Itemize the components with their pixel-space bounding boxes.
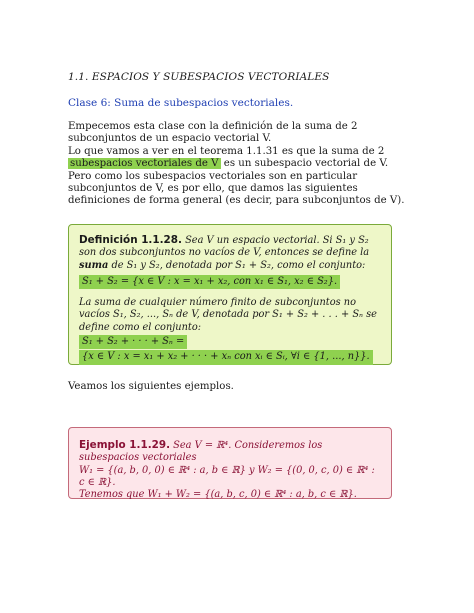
definition-formula-2b: {x ∈ V : x = x₁ + x₂ + · · · + xₙ con xᵢ ∈ Sᵢ, ∀i ∈ {1, ..., n}}. xyxy=(79,350,373,364)
example-box xyxy=(68,427,392,499)
definition-text xyxy=(79,234,381,272)
example-line-3: Tenemos que W₁ + W₂ = {(a, b, c, 0) ∈ ℝ⁴ : a, b, c ∈ ℝ}. xyxy=(79,489,357,501)
example-text-1: Sea V = ℝ⁴. Consideremos los subespacios vectoriales xyxy=(79,440,323,464)
definition-box xyxy=(68,224,392,365)
definition-formula-2a: S₁ + S₂ + · · · + Sₙ = xyxy=(79,335,187,349)
example-text xyxy=(79,439,381,465)
intro-line-2 xyxy=(68,146,408,208)
definition-text-1: Sea V un espacio vectorial. Si S₁ y S₂ son dos subconjuntos no vacíos de V, entonces se define la xyxy=(79,235,370,259)
definition-formula-1: S₁ + S₂ = {x ∈ V : x = x₁ + x₂, con x₁ ∈ S₁, x₂ ∈ S₂}. xyxy=(79,275,340,289)
definition-bold-word: suma xyxy=(79,259,109,271)
intro-line-2a: Lo que vamos a ver en el teorema 1.1.31 es que la suma de 2 xyxy=(68,145,385,157)
class-title: Clase 6: Suma de subespacios vectoriales. xyxy=(68,97,294,109)
running-head: 1.1. ESPACIOS Y SUBESPACIOS VECTORIALES xyxy=(68,71,330,83)
intro-line-1: Empecemos esta clase con la definición de la suma de 2 subconjuntos de un espacio vectorial V. xyxy=(68,121,358,145)
definition-text-2: de S₁ y S₂, denotada por S₁ + S₂, como el conjunto: xyxy=(108,259,366,271)
intro-line-2b: es un subespacio vectorial de V. Pero como los subespacios vectoriales son en particular subconjuntos de V, es por ello, que damos las siguientes definiciones de forma general (es decir, para subconjuntos de V). xyxy=(68,158,405,207)
highlighted-phrase: subespacios vectoriales de V xyxy=(70,158,219,170)
example-line-2: W₁ = {(a, b, 0, 0) ∈ ℝ⁴ : a, b ∈ ℝ} y W₂ = {(0, 0, c, 0) ∈ ℝ⁴ : c ∈ ℝ}. xyxy=(79,464,375,488)
example-label: Ejemplo 1.1.29. xyxy=(79,439,171,451)
definition-text-3: La suma de cualquier número finito de subconjuntos no vacíos S₁, S₂, ..., Sₙ de V, denotada por S₁ + S₂ + . . . + Sₙ se define como el conjunto: xyxy=(79,297,377,333)
intro-paragraph xyxy=(68,121,408,208)
definition-label: Definición 1.1.28. xyxy=(79,234,182,246)
examples-intro: Veamos los siguientes ejemplos. xyxy=(68,381,234,392)
